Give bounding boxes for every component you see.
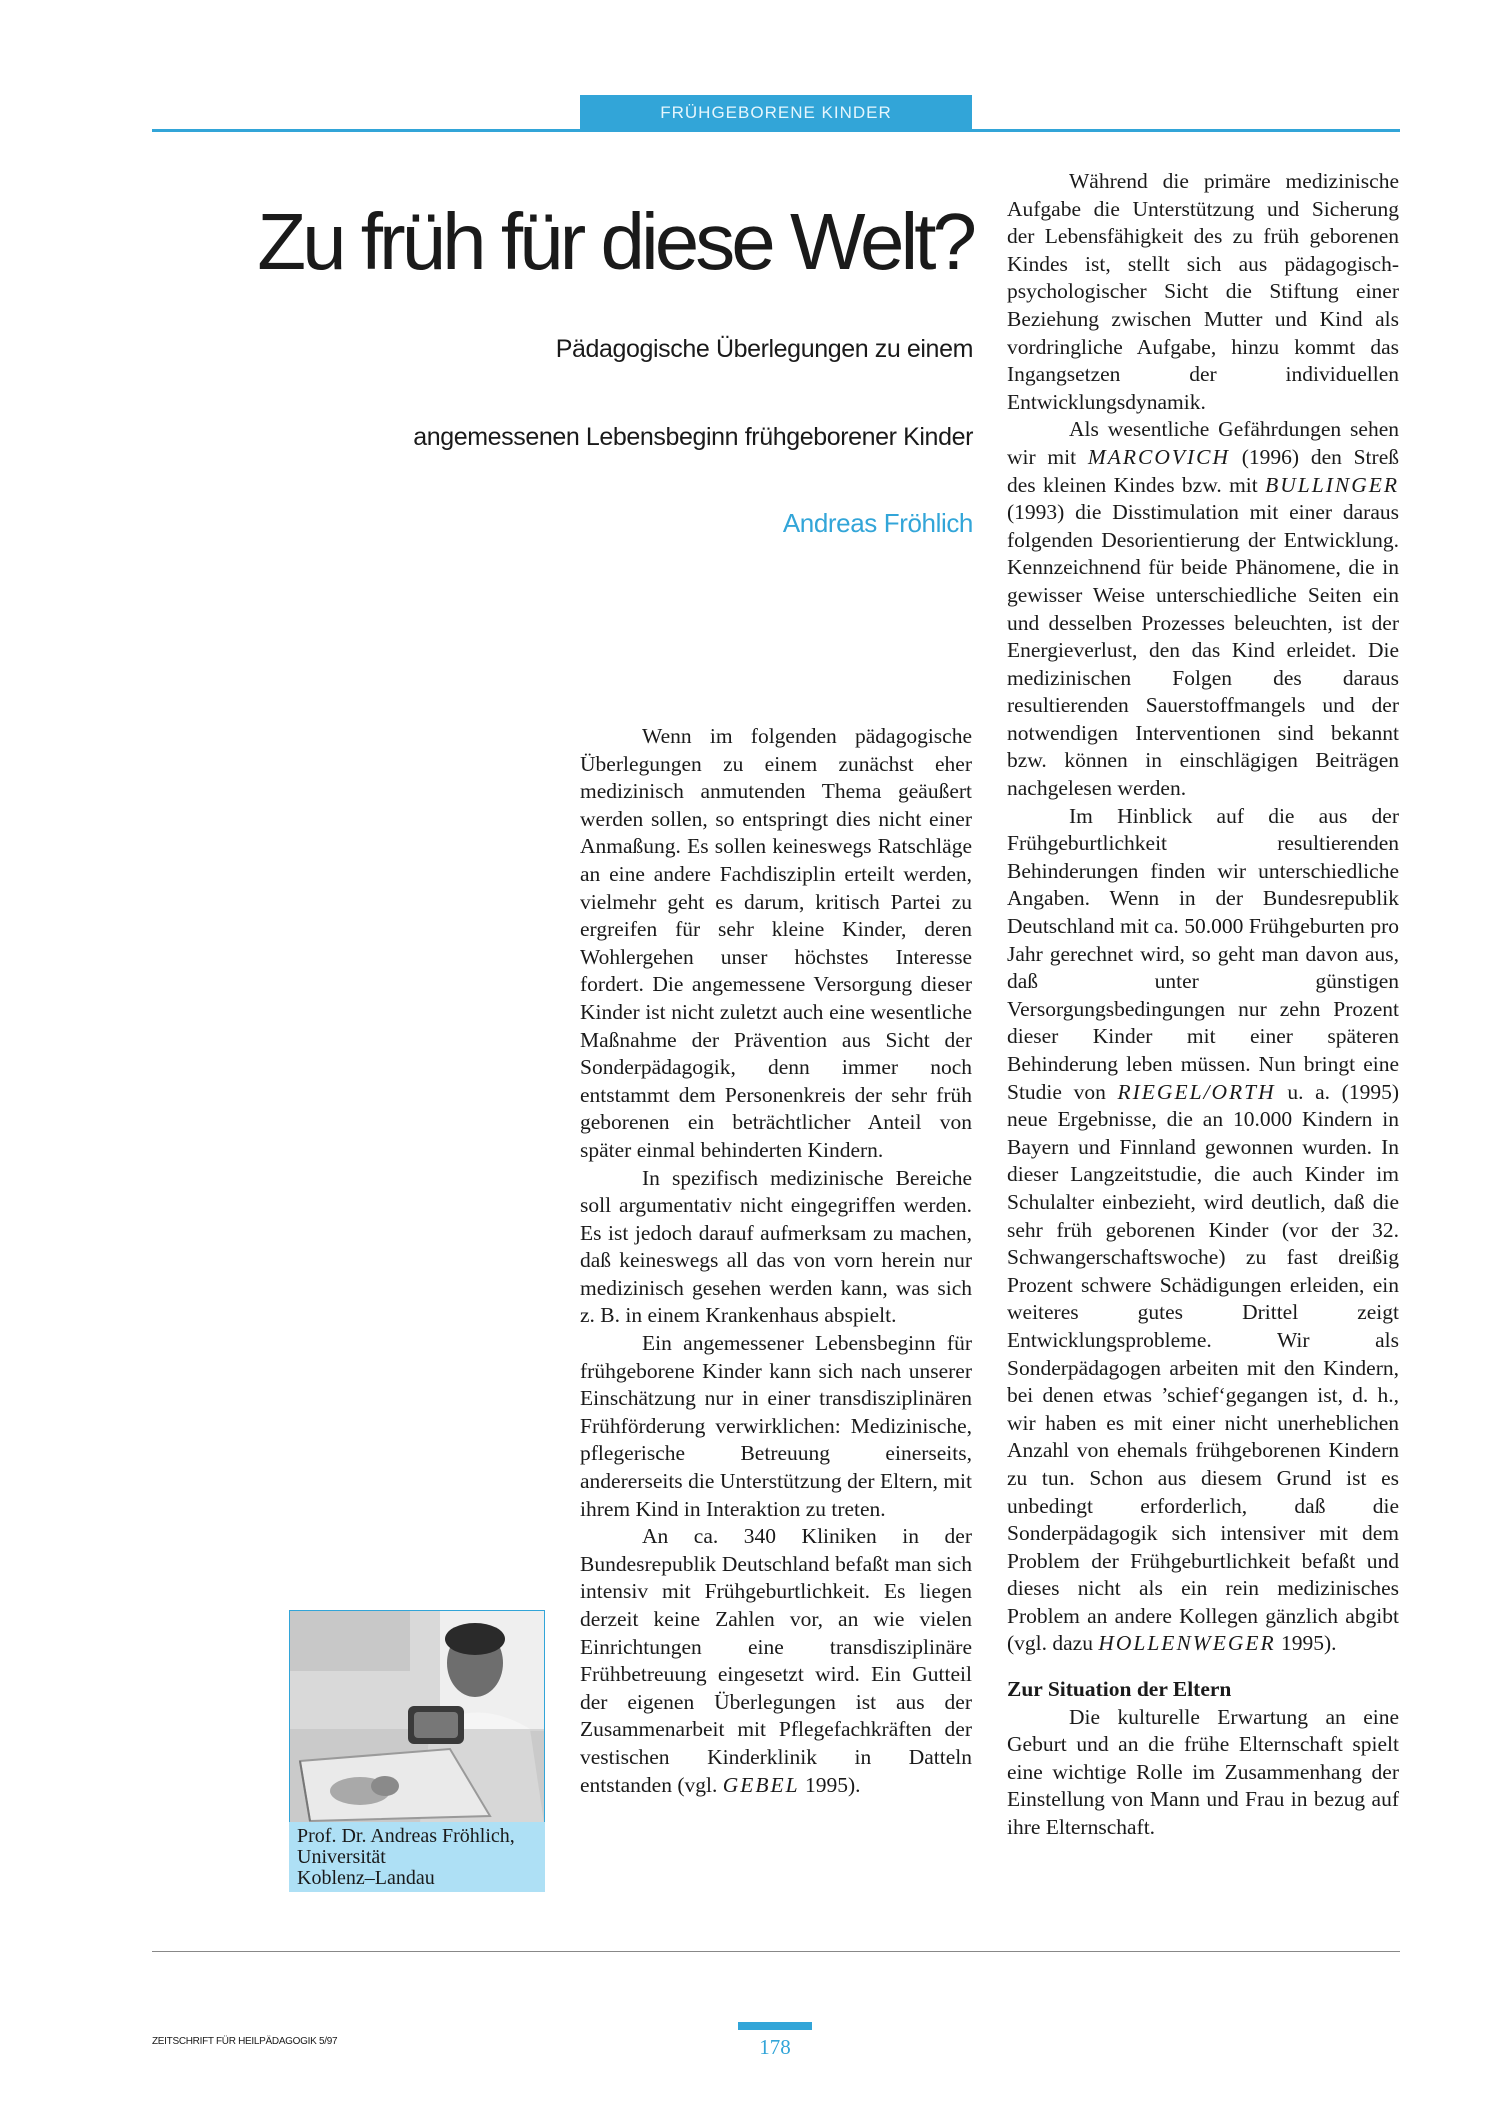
photo-caption	[289, 1822, 545, 1892]
middle-column	[580, 723, 972, 1799]
citation-author: HOLLENWEGER	[1098, 1631, 1276, 1656]
text-run: u. a. (1995) neue Ergebnisse, die an 10.000 Kindern in Bayern und Finnland gewonnen wurden. In dieser Langzeitstudie, die auch Kinder im Schulalter einbezieht, wird deutlich, daß die sehr früh geborenen Kinder (vor der 32. Schwangerschaftswoche) zu fast dreißig Prozent schwere Schädigungen erleiden, ein weiteres gutes Drittel zeigt Entwicklungsprobleme. Wir als Sonderpädagogen arbeiten mit den Kindern, bei denen etwas ’schief‘gegangen ist, d. h., wir haben es mit einer nicht unerheblichen Anzahl von ehemals frühgeborenen Kindern zu tun. Schon aus diesem Grund ist es unbedingt erforderlich, daß die Sonderpädagogik sich intensiver mit dem Problem der Frühgeburtlichkeit befaßt und dieses nicht als ein rein medizinisches Problem an andere Kollegen gänzlich abgibt (vgl. dazu	[1007, 1079, 1399, 1656]
section-label: FRÜHGEBORENE KINDER	[660, 103, 892, 122]
journal-name: ZEITSCHRIFT FÜR HEILPÄDAGOGIK 5/97	[152, 2036, 338, 2047]
header-rule	[152, 129, 1400, 132]
text-run: 1995).	[799, 1772, 861, 1797]
paragraph	[580, 1523, 972, 1799]
right-column	[1007, 168, 1399, 1842]
article-author: Andreas Fröhlich	[782, 508, 973, 538]
text-run: (1996) den Streß des kleinen Kindes bzw. mit	[1007, 444, 1399, 497]
caption-line: Prof. Dr. Andreas Fröhlich,	[297, 1825, 515, 1847]
caption-line: Universität	[297, 1846, 386, 1868]
footer-rule	[152, 1951, 1400, 1952]
paragraph: Während die primäre medizinische Aufgabe die Unterstützung und Sicherung der Lebensfähigkeit des zu früh geborenen Kindes ist, stellt sich aus pädagogisch-psychologischer Sicht die Stiftung einer Beziehung zwischen Mutter und Kind als vordringliche Aufgabe, hinzu kommt das Ingangsetzen der individuellen Entwicklungsdynamik.	[1007, 169, 1399, 414]
text-run: Im Hinblick auf die aus der Frühgeburtlichkeit resultierenden Behinderungen finden wir unterschiedliche Angaben. Wenn in der Bundesrepublik Deutschland mit ca. 50.000 Frühgeburten pro Jahr gerechnet wird, so geht man davon aus, daß unter günstigen Versorgungsbedingungen nur zehn Prozent dieser Kinder mit einer späteren Behinderung leben müssen. Nun bringt eine Studie von	[1007, 803, 1399, 1104]
page-number: 178	[759, 2035, 791, 2059]
citation-author: GEBEL	[722, 1772, 800, 1797]
paragraph: Wenn im folgenden pädagogische Überlegungen zu einem zunächst eher medizinisch anmutenden Thema geäußert werden sollen, so entspringt dies nicht einer Anmaßung. Es sollen keineswegs Ratschläge an eine andere Fachdisziplin erteilt werden, vielmehr geht es darum, kritisch Partei zu ergreifen für sehr kleine Kinder, deren Wohlergehen unser höchstes Interesse fordert. Die angemessene Versorgung dieser Kinder ist nicht zuletzt auch eine wesentliche Maßnahme der Prävention aus Sicht der Sonderpädagogik, denn immer noch entstammt dem Personenkreis der sehr früh geborenen ein beträchtlicher Anteil von später einmal behinderten Kindern.	[580, 724, 972, 1162]
text-run: Als wesentliche Gefährdungen sehen wir mit	[1007, 417, 1399, 469]
author-photo	[289, 1610, 545, 1824]
section-heading: Zur Situation der Eltern	[1007, 1677, 1232, 1702]
page-number-tab	[738, 2022, 812, 2030]
article-subtitle-line1: Pädagogische Überlegungen zu einem	[555, 335, 973, 363]
text-run: 1995).	[1275, 1631, 1337, 1656]
citation-author: MARCOVICH	[1087, 444, 1231, 469]
text-run: (1993) die Disstimulation mit einer daraus folgenden Desorientierung der Entwicklung. Kennzeichnend für beide Phänomene, die in gewisser Weise unterschiedliche Seiten ein und desselben Prozesses beleuchten, ist der Energieverlust, den das Kind erleidet. Die medizinischen Folgen des daraus resultierenden Sauerstoffmangels und der notwendigen Interventionen sind bekannt bzw. können in einschlägigen Beiträgen nachgelesen werden.	[1007, 500, 1399, 801]
citation-author: BULLINGER	[1265, 472, 1399, 497]
paragraph	[1007, 416, 1399, 802]
author-photo-illustration	[290, 1611, 544, 1823]
paragraph: In spezifisch medizinische Bereiche soll argumentativ nicht eingegriffen werden. Es ist jedoch darauf aufmerksam zu machen, daß keineswegs all das von vorn herein nur medizinisch gesehen werden kann, was sich z. B. in einem Krankenhaus abspielt.	[580, 1165, 972, 1328]
text-run: An ca. 340 Kliniken in der Bundesrepublik Deutschland befaßt man sich intensiv mit Frühgeburtlichkeit. Es liegen derzeit keine Zahlen vor, an wie vielen Einrichtungen eine transdisziplinäre Frühbetreuung eingesetzt wird. Ein Gutteil der eigenen Überlegungen ist aus der Zusammenarbeit mit Pflegefachkräften der vestischen Kinderklinik in Datteln entstanden (vgl.	[580, 1524, 972, 1797]
article-title: Zu früh für diese Welt?	[257, 197, 973, 286]
paragraph: Die kulturelle Erwartung an eine Geburt und an die frühe Elternschaft spielt eine wichtige Rolle im Zusammenhang der Einstellung von Mann und Frau in bezug auf ihre Elternschaft.	[1007, 1704, 1399, 1840]
section-header-tab	[580, 95, 972, 130]
paragraph	[1007, 803, 1399, 1658]
citation-author: RIEGEL/ORTH	[1117, 1079, 1276, 1104]
paragraph: Ein angemessener Lebensbeginn für frühgeborene Kinder kann sich nach unserer Einschätzung nur in einer transdisziplinären Frühförderung verwirklichen: Medizinische, pflegerische Betreuung einerseits, andererseits die Unterstützung der Eltern, mit ihrem Kind in Interaktion zu treten.	[580, 1331, 972, 1521]
caption-line: Koblenz–Landau	[297, 1867, 435, 1889]
article-subtitle-line2: angemessenen Lebensbeginn frühgeborener Kinder	[413, 423, 973, 451]
